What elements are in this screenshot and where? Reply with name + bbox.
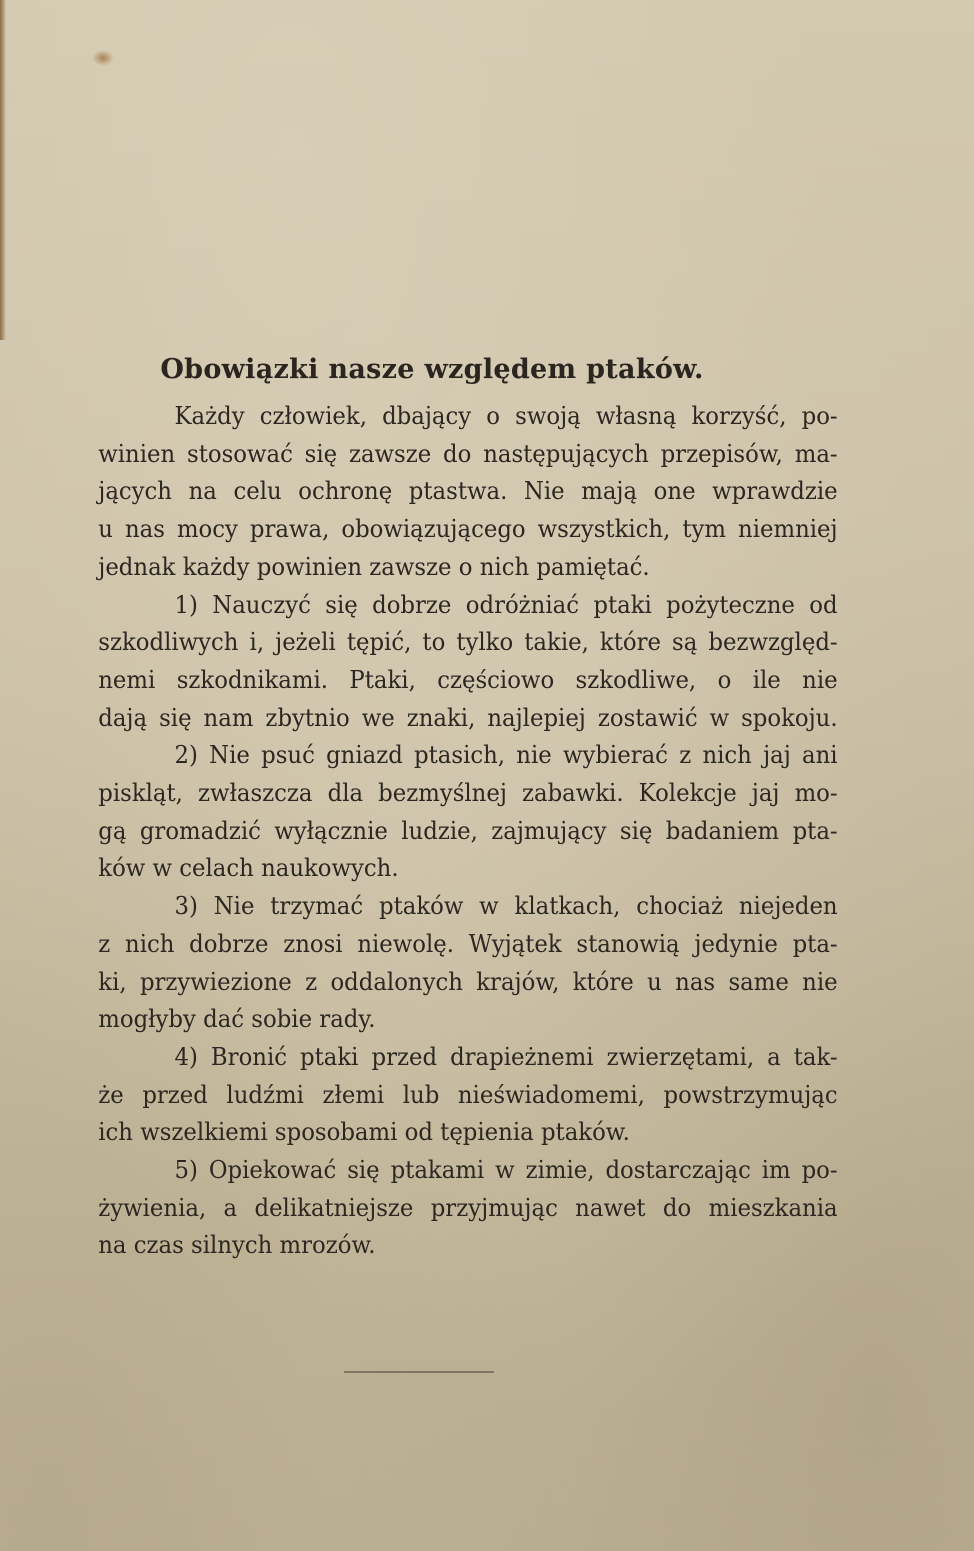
paragraph-rule-4	[22, 1038, 838, 1151]
text-line: u nas mocy prawa, obowiązującego wszystkich, tym niemniej	[98, 514, 838, 544]
text-line: ków w celach naukowych.	[98, 853, 399, 883]
text-line: Każdy człowiek, dbający o swoją własną korzyść, po-	[174, 401, 838, 430]
text-line: żywienia, a delikatniejsze przyjmując nawet do mieszkania	[98, 1192, 838, 1222]
text-line: ki, przywiezione z oddalonych krajów, które u nas same nie	[98, 966, 838, 996]
text-line: z nich dobrze znosi niewolę. Wyjątek stanowią jedynie pta-	[98, 928, 838, 958]
text-line: 5) Opiekować się ptakami w zimie, dostarczając im po-	[174, 1155, 838, 1185]
text-line: 2) Nie psuć gniazd ptasich, nie wybierać z nich jaj ani	[174, 740, 838, 770]
text-line: że przed ludźmi złemi lub nieświadomemi, powstrzymując	[98, 1079, 838, 1109]
text-line: jących na celu ochronę ptastwa. Nie mają one wprawdzie	[98, 476, 838, 506]
paragraph-rule-1	[22, 586, 838, 737]
text-line: dają się nam zbytnio we znaki, najlepiej zostawić w spokoju.	[98, 702, 838, 732]
text-line: 1) Nauczyć się dobrze odróżniać ptaki pożyteczne od	[174, 589, 838, 619]
text-line: na czas silnych mrozów.	[98, 1230, 376, 1260]
text-line: mogłyby dać sobie rady.	[98, 1004, 376, 1034]
text-line: piskląt, zwłaszcza dla bezmyślnej zabawki. Kolekcje jaj mo-	[98, 778, 838, 808]
text-line: 3) Nie trzymać ptaków w klatkach, chociaż niejeden	[174, 891, 838, 921]
text-line: 4) Bronić ptaki przed drapieżnemi zwierzętami, a tak-	[174, 1041, 838, 1071]
page-title: Obowiązki nasze względem ptaków.	[160, 354, 704, 386]
text-line: szkodliwych i, jeżeli tępić, to tylko takie, które są bezwzględ-	[98, 627, 838, 657]
text-line: winien stosować się zawsze do następujących przepisów, ma-	[98, 438, 838, 468]
section-end-rule	[344, 1371, 494, 1373]
paragraph-rule-2	[22, 736, 838, 887]
paper-stain	[92, 50, 114, 66]
paragraph-rule-5	[22, 1151, 838, 1264]
body-text	[22, 397, 838, 1264]
text-line: nemi szkodnikami. Ptaki, częściowo szkodliwe, o ile nie	[98, 664, 838, 694]
text-line: jednak każdy powinien zawsze o nich pamiętać.	[98, 551, 650, 581]
paragraph-rule-3	[22, 887, 838, 1038]
page-binding-edge	[0, 0, 6, 340]
paragraph-intro	[22, 397, 838, 586]
text-line: ich wszelkiemi sposobami od tępienia ptaków.	[98, 1117, 630, 1147]
text-line: gą gromadzić wyłącznie ludzie, zajmujący się badaniem pta-	[98, 815, 838, 845]
